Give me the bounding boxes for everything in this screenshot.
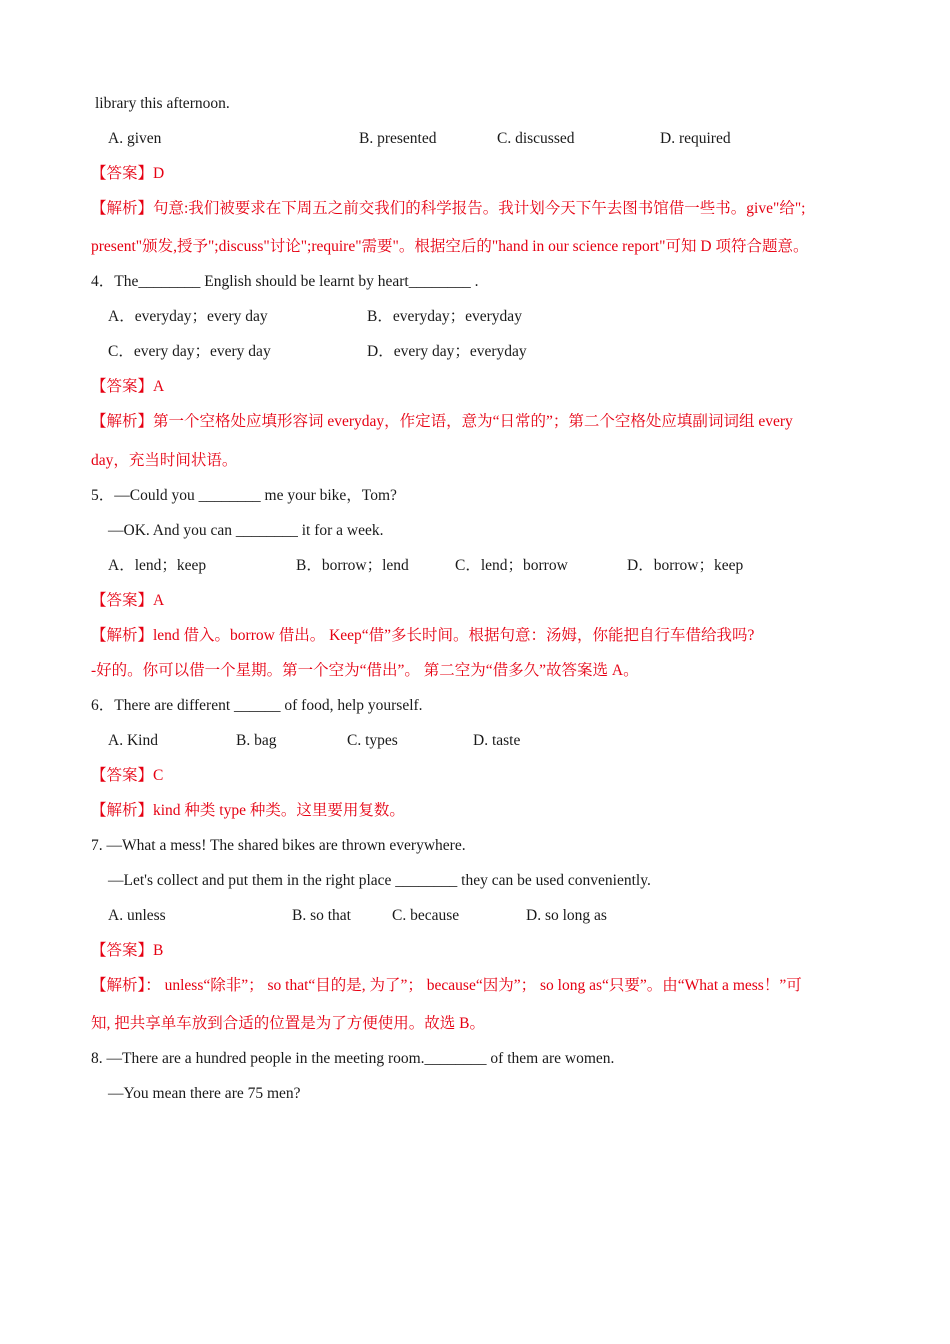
q7-option-a: A. unless xyxy=(108,907,166,924)
q5-answer: 【答案】A xyxy=(91,592,165,609)
q4-option-b: B．everyday；everyday xyxy=(367,308,522,325)
q5-analysis-line-1: 【解析】lend 借入。borrow 借出。 Keep“借”多长时间。根据句意：汤姆，你能把自行车借给我吗? xyxy=(91,627,755,644)
q6-option-d: D. taste xyxy=(473,732,521,749)
q5-analysis-line-2: -好的。你可以借一个星期。第一个空为“借出”。 第二空为“借多久”故答案选 A。 xyxy=(91,662,639,679)
q6-answer: 【答案】C xyxy=(91,767,164,784)
q3-option-c: C. discussed xyxy=(497,130,575,147)
q3-analysis-line-1: 【解析】句意:我们被要求在下周五之前交我们的科学报告。我计划今天下午去图书馆借一些书。give"给"; xyxy=(91,200,806,217)
q7-answer: 【答案】B xyxy=(91,942,164,959)
q7-option-c: C. because xyxy=(392,907,460,924)
q6-stem: 6．There are different ______ of food, help yourself. xyxy=(91,697,423,714)
q4-stem: 4．The________ English should be learnt by heart________ . xyxy=(91,273,479,290)
q7-option-b: B. so that xyxy=(292,907,351,924)
q5-stem-line-1: 5．—Could you ________ me your bike，Tom? xyxy=(91,487,397,504)
question-continuation: library this afternoon. xyxy=(95,95,230,112)
q6-option-c: C. types xyxy=(347,732,398,749)
q5-option-c: C．lend；borrow xyxy=(455,557,568,574)
q8-stem-line-1: 8. —There are a hundred people in the meeting room.________ of them are women. xyxy=(91,1050,615,1067)
q5-stem-line-2: —OK. And you can ________ it for a week. xyxy=(108,522,384,539)
q7-stem-line-1: 7. —What a mess! The shared bikes are thrown everywhere. xyxy=(91,837,466,854)
q5-option-a: A．lend；keep xyxy=(108,557,207,574)
q3-answer: 【答案】D xyxy=(91,165,165,182)
q6-analysis-line-1: 【解析】kind 种类 type 种类。这里要用复数。 xyxy=(91,802,405,819)
q4-analysis-line-2: day，充当时间状语。 xyxy=(91,452,238,469)
q3-analysis-line-2: present"颁发,授予";discuss"讨论";require"需要"。根据空后的"hand in our science report"可知 D 项符合题意。 xyxy=(91,238,809,255)
q7-stem-line-2: —Let's collect and put them in the right place ________ they can be used conveniently. xyxy=(108,872,651,889)
q4-option-d: D．every day；everyday xyxy=(367,343,527,360)
q8-stem-line-2: —You mean there are 75 men? xyxy=(108,1085,301,1102)
q6-option-b: B. bag xyxy=(236,732,277,749)
q4-option-a: A．everyday；every day xyxy=(108,308,268,325)
q3-option-d: D. required xyxy=(660,130,731,147)
q4-option-c: C．every day；every day xyxy=(108,343,271,360)
q4-analysis-line-1: 【解析】第一个空格处应填形容词 everyday，作定语，意为“日常的”；第二个空格处应填副词词组 every xyxy=(91,413,793,430)
q3-option-b: B. presented xyxy=(359,130,437,147)
q3-option-a: A. given xyxy=(108,130,162,147)
q7-analysis-line-2: 知, 把共享单车放到合适的位置是为了方便使用。故选 B。 xyxy=(91,1015,485,1032)
q5-option-d: D．borrow；keep xyxy=(627,557,744,574)
q7-analysis-line-1: 【解析】： unless“除非”； so that“目的是, 为了”； because“因为”； so long as“只要”。由“What a mess！”可 xyxy=(91,977,802,994)
q6-option-a: A. Kind xyxy=(108,732,158,749)
q5-option-b: B．borrow；lend xyxy=(296,557,409,574)
q4-answer: 【答案】A xyxy=(91,378,165,395)
q7-option-d: D. so long as xyxy=(526,907,607,924)
